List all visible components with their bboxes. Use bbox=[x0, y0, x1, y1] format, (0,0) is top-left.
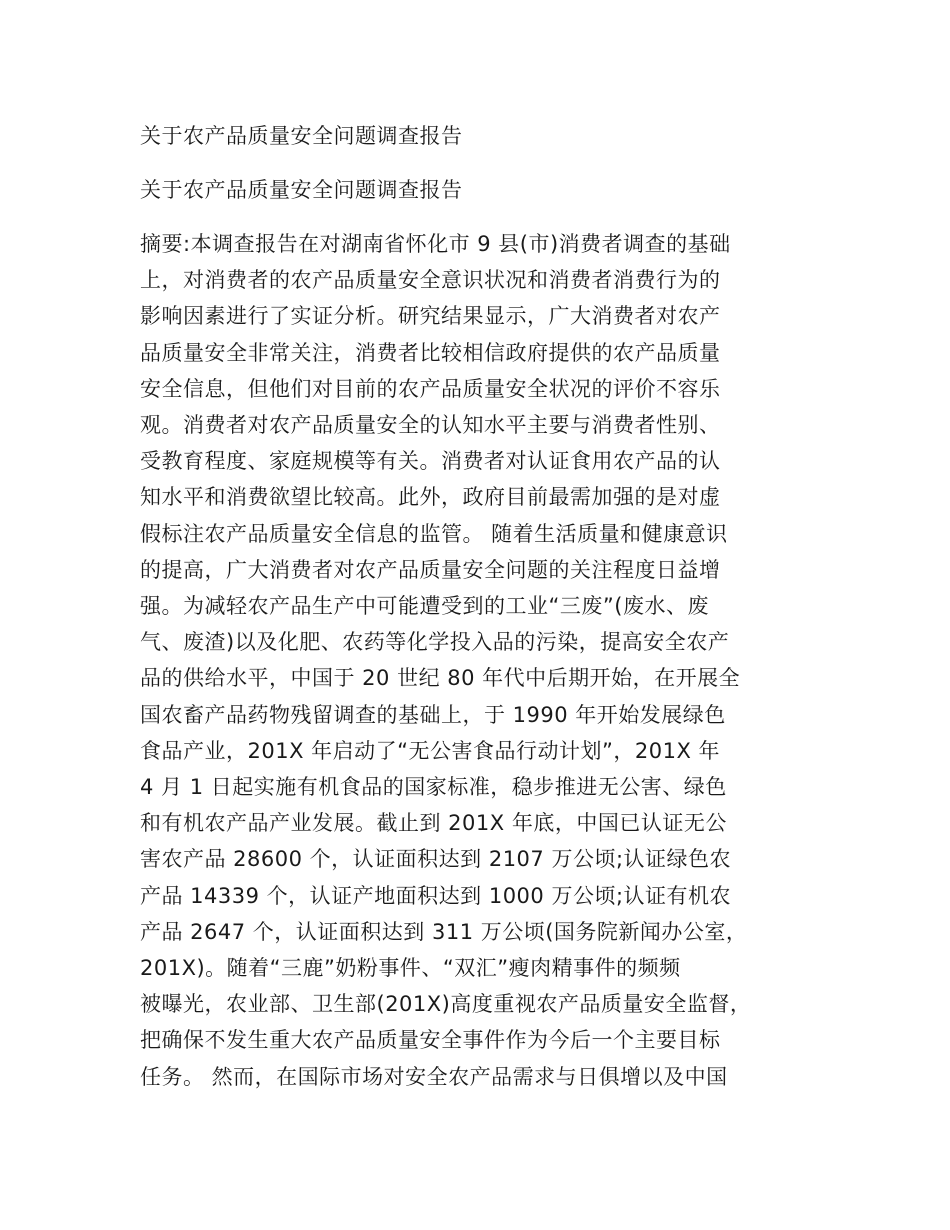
text-line: 国农畜产品药物残留调查的基础上，于 1990 年开始发展绿色 bbox=[140, 702, 726, 727]
document-title: 关于农产品质量安全问题调查报告 bbox=[140, 124, 463, 148]
text-line: 气、废渣)以及化肥、农药等化学投入品的污染，提高安全农产 bbox=[140, 630, 730, 655]
document-subtitle: 关于农产品质量安全问题调查报告 bbox=[140, 178, 463, 202]
text-line: 201X)。随着“三鹿”奶粉事件、“双汇”瘦肉精事件的频频 bbox=[140, 956, 681, 981]
text-line: 产品 2647 个，认证面积达到 311 万公顷(国务院新闻办公室， bbox=[140, 919, 748, 944]
text-line: 害农产品 28600 个，认证面积达到 2107 万公顷;认证绿色农 bbox=[140, 847, 732, 872]
text-line: 受教育程度、家庭规模等有关。消费者对认证食用农产品的认 bbox=[140, 449, 721, 474]
text-line: 上，对消费者的农产品质量安全意识状况和消费者消费行为的 bbox=[140, 268, 721, 293]
text-line: 把确保不发生重大农产品质量安全事件作为今后一个主要目标 bbox=[140, 1028, 721, 1053]
text-line: 的提高，广大消费者对农产品质量安全问题的关注程度日益增 bbox=[140, 557, 721, 582]
text-line: 被曝光，农业部、卫生部(201X)高度重视农产品质量安全监督， bbox=[140, 992, 752, 1017]
text-line: 知水平和消费欲望比较高。此外，政府目前最需加强的是对虚 bbox=[140, 485, 721, 510]
text-line: 品质量安全非常关注，消费者比较相信政府提供的农产品质量 bbox=[140, 340, 721, 365]
text-line: 观。消费者对农产品质量安全的认知水平主要与消费者性别、 bbox=[140, 413, 721, 438]
text-line: 品的供给水平，中国于 20 世纪 80 年代中后期开始，在开展全 bbox=[140, 666, 741, 691]
text-line: 假标注农产品质量安全信息的监管。 随着生活质量和健康意识 bbox=[140, 521, 728, 546]
text-line: 安全信息，但他们对目前的农产品质量安全状况的评价不容乐 bbox=[140, 376, 721, 401]
abstract-paragraph bbox=[140, 226, 840, 1095]
text-line: 4 月 1 日起实施有机食品的国家标准，稳步推进无公害、绿色 bbox=[140, 775, 727, 800]
text-line: 任务。 然而，在国际市场对安全农产品需求与日俱增以及中国 bbox=[140, 1064, 728, 1089]
text-line: 和有机农产品产业发展。截止到 201X 年底，中国已认证无公 bbox=[140, 811, 727, 836]
document-content bbox=[140, 118, 840, 1095]
text-line: 影响因素进行了实证分析。研究结果显示，广大消费者对农产 bbox=[140, 304, 721, 329]
text-line: 强。为减轻农产品生产中可能遭受到的工业“三废”(废水、废 bbox=[140, 594, 709, 619]
text-line: 摘要:本调查报告在对湖南省怀化市 9 县(市)消费者调查的基础 bbox=[140, 232, 731, 256]
text-line: 产品 14339 个，认证产地面积达到 1000 万公顷;认证有机农 bbox=[140, 883, 732, 908]
text-line: 食品产业，201X 年启动了“无公害食品行动计划”，201X 年 bbox=[140, 738, 721, 763]
